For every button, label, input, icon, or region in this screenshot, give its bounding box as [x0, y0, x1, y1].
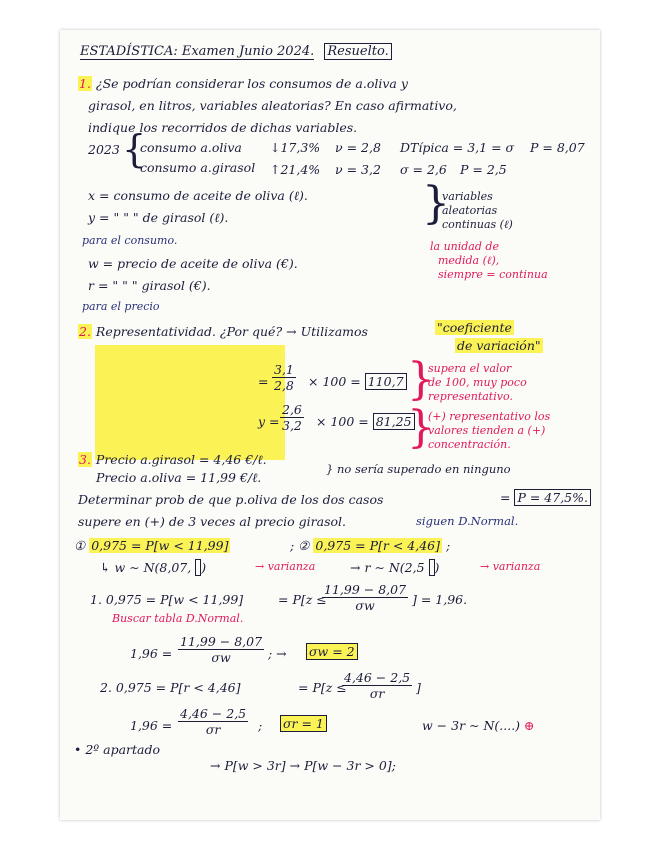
- q3-line2: Precio a.oliva = 11,99 €/ℓ.: [96, 470, 262, 485]
- q3-siguen: siguen D.Normal.: [416, 514, 519, 528]
- note1-2: representativo.: [428, 390, 513, 403]
- cv-label-0: "coeficiente: [437, 320, 512, 335]
- eq-y-res: × 100 = 81,25: [316, 414, 415, 429]
- var-note-0: variables: [442, 190, 493, 203]
- r-var-label: → varianza: [480, 560, 541, 573]
- cond-1: ① 0,975 = P[w < 11,99]: [74, 538, 229, 553]
- r-dist: → r ∼ N(2,5 ): [350, 560, 440, 575]
- note2-0: (+) representativo los: [428, 410, 551, 423]
- frac-x: $\frac{3,1}{2,8}$: [274, 362, 294, 393]
- q3-line1: 3. Precio a.girasol = 4,46 €/ℓ.: [79, 452, 267, 467]
- w-var-label: → varianza: [255, 560, 316, 573]
- row-gira-stat-1: ν = 3,2: [335, 162, 381, 177]
- var-note-2: continuas (ℓ): [442, 218, 513, 231]
- cond-2: ; ② 0,975 = P[r < 4,46] ;: [290, 538, 451, 553]
- resolved-tag: Resuelto.: [324, 43, 391, 60]
- q3-pbox: = P = 47,5%.: [500, 490, 591, 505]
- frac-y: $\frac{2,6}{3,2}$: [282, 402, 302, 433]
- note2-2: concentración.: [428, 438, 511, 451]
- e1-lhs: 1,96 =: [130, 646, 173, 661]
- q3-line4: supere en (+) de 3 veces al precio girasol.: [78, 514, 347, 529]
- def-y: y = " " " de girasol (ℓ).: [88, 210, 229, 225]
- e2-arrow: ;: [258, 718, 263, 733]
- q3-side: } no sería superado en ninguno: [326, 462, 511, 476]
- q1-number: 1.: [79, 76, 91, 91]
- note1-1: de 100, muy poco: [428, 376, 527, 389]
- e2-lhs: 1,96 =: [130, 718, 173, 733]
- def-r: r = " " " girasol (€).: [88, 278, 211, 293]
- s1-head: 1. 0,975 = P[w < 11,99]: [90, 592, 244, 607]
- unit-note-1: medida (ℓ),: [438, 254, 500, 267]
- row-gira-stat-0: ↑21,4%: [270, 162, 321, 177]
- s2-head: 2. 0,975 = P[r < 4,46]: [100, 680, 241, 695]
- note1-0: supera el valor: [428, 362, 512, 375]
- label-precio: para el precio: [82, 300, 160, 313]
- q2-number: 2.: [79, 324, 91, 339]
- w-minus-3r: w − 3r ∼ N(....) ⊕: [422, 718, 535, 733]
- q3-number: 3.: [79, 452, 91, 467]
- note2-brace: }: [407, 402, 435, 453]
- s2-frac: $\frac{4,46 - 2,5}{\sigma r}$: [344, 670, 411, 701]
- cv-label-1: de variación": [457, 338, 541, 353]
- s2-rhs: = P[z ≤: [298, 680, 347, 695]
- final-expression: → P[w > 3r] → P[w − 3r > 0];: [210, 758, 396, 773]
- q2-line: 2. Representatividad. ¿Por qué? → Utilizamos: [79, 324, 368, 339]
- q1-brace: {: [122, 127, 147, 171]
- eq-x-prefix: =: [258, 374, 269, 389]
- note1-brace: }: [407, 354, 435, 405]
- label-consumo: para el consumo.: [82, 234, 178, 247]
- q3-line3: Determinar prob de que p.oliva de los dos casos: [78, 492, 384, 507]
- row-oliva-stat-2: DTípica = 3,1 = σ: [400, 140, 515, 155]
- q1-line1: 1. ¿Se podrían considerar los consumos de a.oliva y: [79, 76, 408, 91]
- sigma-w-result: σw = 2: [306, 644, 358, 659]
- row-gira-stat-2: σ = 2,6: [400, 162, 447, 177]
- row-oliva-label: consumo a.oliva: [140, 140, 242, 155]
- q1-line2: girasol, en litros, variables aleatorias? En caso afirmativo,: [88, 98, 457, 113]
- var-brace: }: [422, 178, 450, 229]
- eq-y-label: y =: [258, 414, 280, 429]
- unit-note-0: la unidad de: [430, 240, 499, 253]
- s2-close: ]: [416, 680, 421, 695]
- yellow-highlight-block: [95, 345, 285, 460]
- eq-x-res: × 100 = 110,7: [308, 374, 407, 389]
- note2-1: valores tienden a (+): [428, 424, 546, 437]
- def-x: x = consumo de aceite de oliva (ℓ).: [88, 188, 308, 203]
- w-dist: ↳ w ∼ N(8,07, ): [100, 560, 207, 575]
- apartado-label: • 2º apartado: [74, 742, 161, 757]
- row-oliva-stat-0: ↓17,3%: [270, 140, 321, 155]
- buscar-note: Buscar tabla D.Normal.: [112, 612, 244, 625]
- sigma-r-result: σr = 1: [280, 716, 327, 731]
- page-title: ESTADÍSTICA: Examen Junio 2024. Resuelto.: [80, 44, 392, 59]
- s1-frac: $\frac{11,99 - 8,07}{\sigma w}$: [324, 582, 407, 613]
- s1-res: ] = 1,96.: [412, 592, 468, 607]
- e2-frac: $\frac{4,46 - 2,5}{\sigma r}$: [180, 706, 247, 737]
- def-w: w = precio de aceite de oliva (€).: [88, 256, 298, 271]
- q1-year: 2023: [88, 142, 120, 157]
- var-note-1: aleatorias: [442, 204, 498, 217]
- row-oliva-stat-1: ν = 2,8: [335, 140, 381, 155]
- s1-rhs: = P[z ≤: [278, 592, 327, 607]
- q1-line3: indique los recorridos de dichas variables.: [88, 120, 358, 135]
- e1-arrow: ; →: [268, 646, 287, 661]
- row-gira-stat-3: P = 2,5: [460, 162, 507, 177]
- unit-note-2: siempre = continua: [438, 268, 548, 281]
- row-oliva-stat-3: P = 8,07: [530, 140, 585, 155]
- e1-frac: $\frac{11,99 - 8,07}{\sigma w}$: [180, 634, 263, 665]
- row-gira-label: consumo a.girasol: [140, 160, 256, 175]
- exam-sheet: [60, 30, 600, 820]
